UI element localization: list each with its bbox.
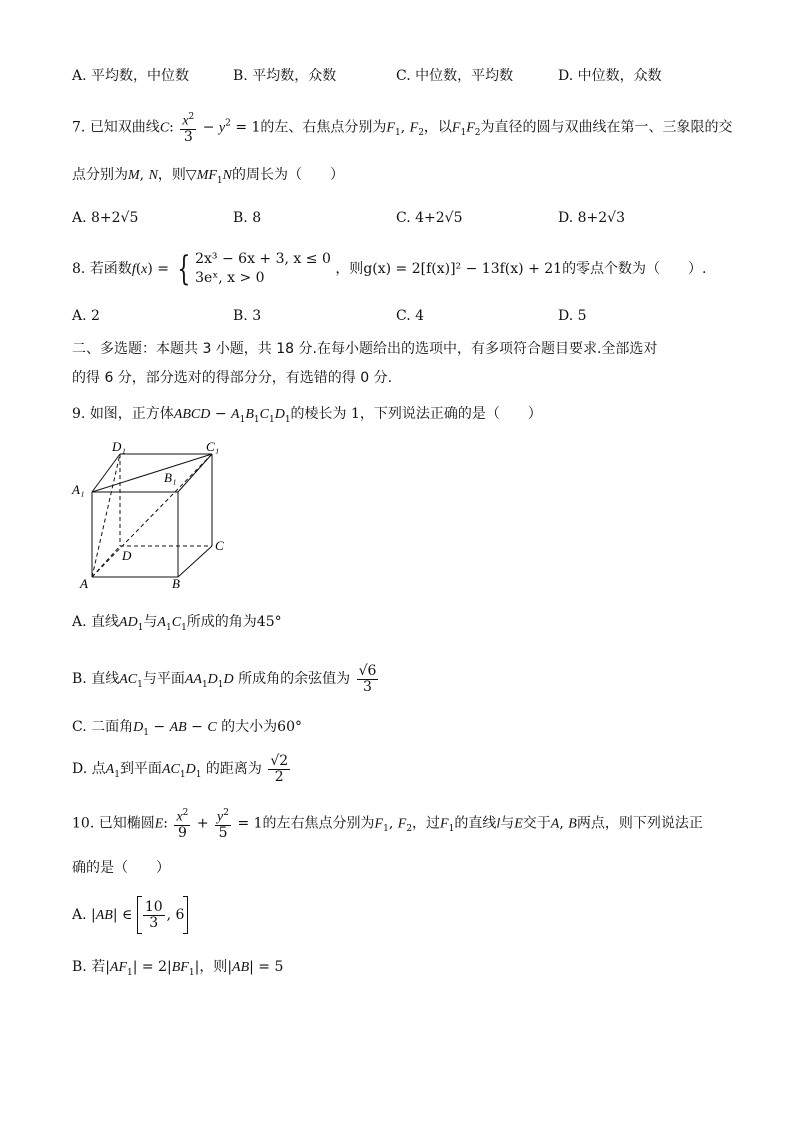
q9-option-c: C. 二面角$D_1$ − AB − C 的大小为60° [72,719,302,738]
q8-option-b: B. 3 [233,308,262,324]
q10-option-a: A. |AB| ∈ $\frac{10}{3}$ , 6 [72,896,188,935]
q7-option-d: D. 8+2√3 [558,210,626,226]
cube-figure [70,440,240,590]
q9-option-a: A. 直线$AD_1$与$A_1C_1$所成的角为45° [72,614,282,633]
q9-option-b: B. 直线$AC_1$与平面$AA_1D_1D$ 所成角的余弦值为 $\frac{√6}{3}$ [72,662,377,695]
label-c: C [215,538,224,553]
q6-option-b: B. 平均数，众数 [233,68,337,84]
label-b1: B₁ [164,470,177,485]
q6-option-c: C. 中位数，平均数 [396,68,514,84]
q7-line-2: 点分别为M, N，则$▽MF_1N$的周长为（ ） [72,167,344,186]
label-d: D [122,548,132,563]
q7-option-a: A. 8+2√5 [72,210,139,226]
q9-line: 9. 如图，正方体ABCD − $A_1B_1C_1D_1$的棱长为 1，下列说法正确的是（ ） [72,406,542,425]
q10-line-1: 10. 已知椭圆E: $\frac{x^2}{9}$ + $\frac{y^2}{5}$ = 1的左右焦点分别为$F_1$, $F_2$，过$F_1$的直线l与E交于A, B两点，则下列说法正 [72,808,703,841]
label-a1: A₁ [72,482,85,497]
label-d1: D₁ [112,440,126,454]
label-c1: C₁ [206,440,220,454]
q10-number: 10. [72,815,95,832]
label-a: A [80,576,88,590]
q8-line: 8. 若函数f(x) = { 2x³ − 6x + 3, x ≤ 0 3eˣ, x > 0 ，则g(x) = 2[f(x)]² − 13f(x) + 21的零点个数为（ ）. [72,249,707,289]
cube-hidden-edges [92,454,212,577]
q9-d-fraction: $\frac{√2}{2}$ [270,752,289,785]
q7-x2-over-3: $\frac{x^2}{3}$ [182,112,195,145]
q9-number: 9. [72,406,86,422]
q8-option-c: C. 4 [396,308,425,324]
section-2-header-1: 二、多选题：本题共 3 小题，共 18 分.在每小题给出的选项中，有多项符合题目要求.全部选对 [72,341,658,357]
label-b: B [172,576,180,590]
q7-option-c: C. 4+2√5 [396,210,463,226]
q6-option-d: D. 中位数，众数 [558,68,662,84]
q8-number: 8. [72,261,86,277]
q9-b-fraction: $\frac{√6}{3}$ [358,662,377,695]
q10-option-b: B. 若$|AF_1| = 2|BF_1|$，则|AB| = 5 [72,959,284,978]
q7-number: 7. [72,119,86,136]
q8-option-a: A. 2 [72,308,100,324]
q8-piecewise: 2x³ − 6x + 3, x ≤ 0 3eˣ, x > 0 [195,251,331,286]
q8-option-d: D. 5 [558,308,587,324]
q9-option-d: D. 点$A_1$到平面$AC_1D_1$ 的距离为 $\frac{√2}{2}$ [72,752,289,785]
section-2-header-2: 的得 6 分，部分选对的得部分分，有选错的得 0 分. [72,370,393,386]
q7-line-1: 7. 已知双曲线C: $\frac{x^2}{3}$ − $y^2 = 1$的左、右焦点分别为$F_1$, $F_2$，以$F_1F_2$为直径的圆与双曲线在第一、三象限的交 [72,112,733,145]
q7-option-b: B. 8 [233,210,262,226]
q6-option-a: A. 平均数，中位数 [72,68,190,84]
q10-line-2: 确的是（ ） [72,860,170,876]
